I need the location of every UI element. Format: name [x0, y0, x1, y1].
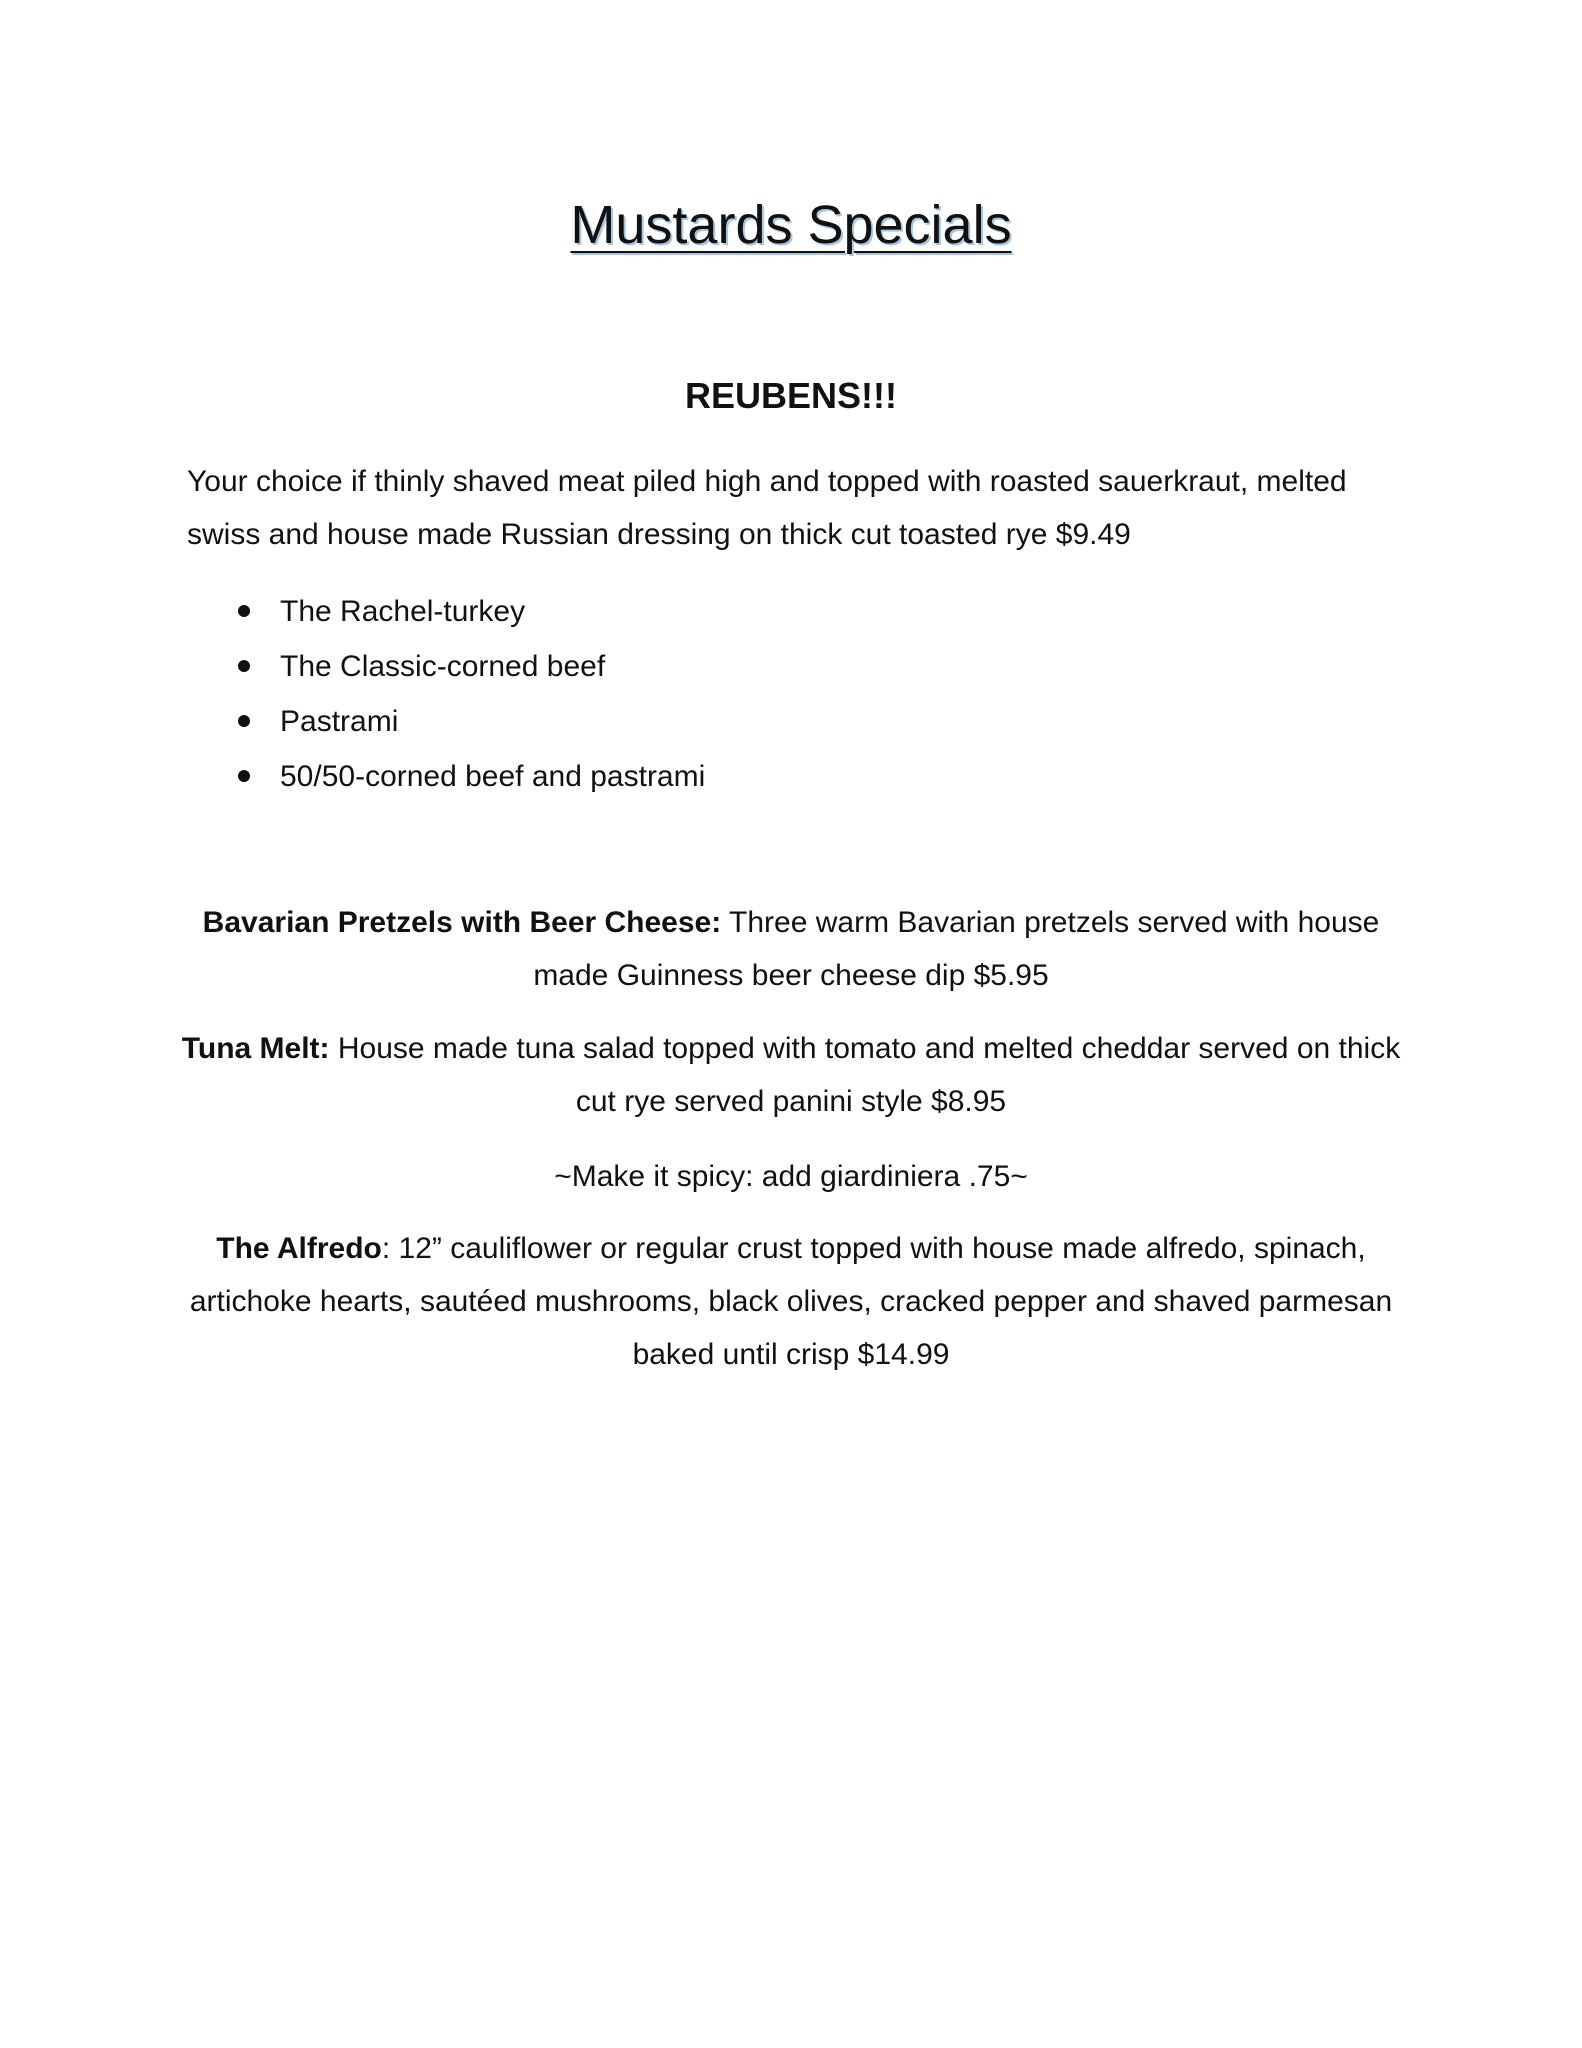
list-item	[232, 639, 705, 694]
reubens-options-list	[232, 584, 705, 804]
item-description: House made tuna salad topped with tomato and melted cheddar served on thick cut rye served panini style $8.95	[329, 1032, 1401, 1118]
reubens-heading: REUBENS!!!	[685, 375, 897, 416]
item-name: Tuna Melt:	[181, 1032, 330, 1065]
menu-item-tuna-melt	[170, 1022, 1412, 1128]
page-title-text: Mustards Specials	[570, 195, 1012, 255]
bullet-icon	[238, 660, 250, 672]
menu-item-pretzels	[170, 896, 1412, 1002]
item-name: Bavarian Pretzels with Beer Cheese:	[202, 906, 722, 939]
option-label: Pastrami	[280, 705, 399, 738]
bullet-icon	[238, 770, 250, 782]
item-description: : 12” cauliflower or regular crust topped with house made alfredo, spinach, artichoke hearts, sautéed mushrooms, black olives, cracked pepper and shaved parmesan baked until crisp $14.99	[189, 1232, 1393, 1371]
reubens-description: Your choice if thinly shaved meat piled high and topped with roasted sauerkraut, melted swiss and house made Russian dressing on thick cut toasted rye $9.49	[187, 465, 1347, 551]
option-label: 50/50-corned beef and pastrami	[280, 760, 706, 793]
option-label: The Classic-corned beef	[280, 650, 606, 683]
option-label: The Rachel-turkey	[280, 595, 526, 628]
bullet-icon	[238, 715, 250, 727]
list-item	[232, 694, 705, 749]
item-name: The Alfredo	[216, 1232, 382, 1265]
list-item	[232, 749, 705, 804]
menu-item-alfredo	[170, 1222, 1412, 1381]
item-description: Three warm Bavarian pretzels served with house made Guinness beer cheese dip $5.95	[533, 906, 1380, 992]
bullet-icon	[238, 605, 250, 617]
spicy-note: ~Make it spicy: add giardiniera .75~	[554, 1160, 1028, 1193]
page-title	[0, 192, 1582, 258]
list-item	[232, 584, 705, 639]
